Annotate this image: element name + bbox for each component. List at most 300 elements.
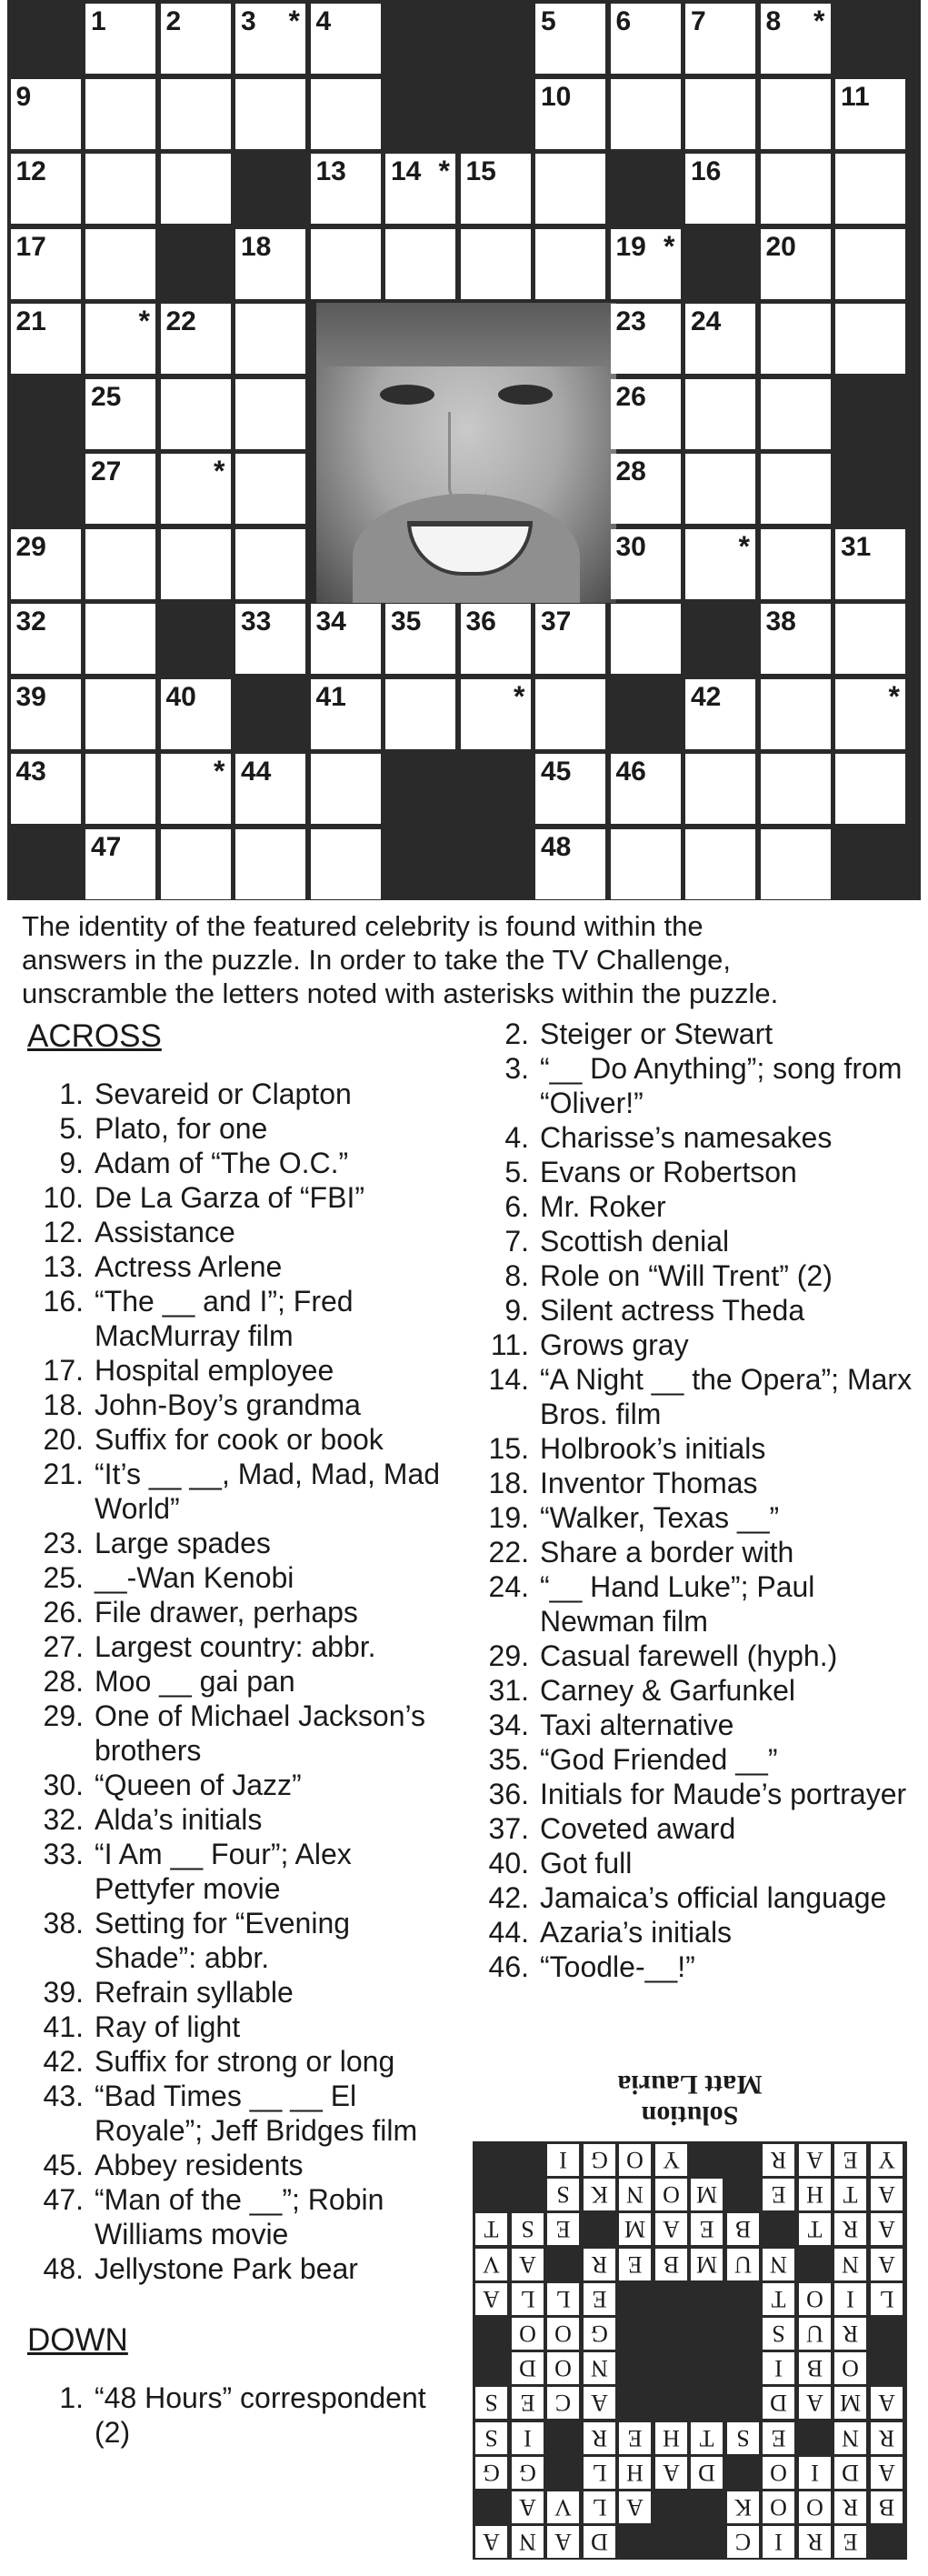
solution-cell: O xyxy=(763,2457,794,2489)
grid-cell xyxy=(461,229,531,299)
solution-cell: D xyxy=(834,2457,866,2489)
solution-cell: S xyxy=(547,2179,579,2210)
clue-text: Carney & Garfunkel xyxy=(540,1674,796,1707)
solution-cell: G xyxy=(475,2457,507,2489)
grid-cell xyxy=(161,79,231,149)
clue-item xyxy=(27,2251,454,2286)
solution-cell: A xyxy=(547,2526,579,2558)
solution-cell: E xyxy=(691,2213,723,2245)
clue-item xyxy=(27,2010,454,2044)
grid-cell xyxy=(85,679,155,749)
cell-number: 3 xyxy=(241,6,256,36)
grid-cell xyxy=(385,154,455,224)
solution-cell: B xyxy=(727,2213,759,2245)
clue-number: 16. xyxy=(43,1285,84,1318)
solution-cell: Y xyxy=(655,2144,687,2176)
solution-cell: T xyxy=(834,2179,866,2210)
solution-cell: A xyxy=(584,2387,615,2419)
clue-number: 27. xyxy=(43,1630,84,1663)
solution-cell: M xyxy=(691,2179,723,2210)
solution-cell: D xyxy=(691,2457,723,2489)
clue-item xyxy=(473,1293,918,1328)
grid-cell xyxy=(235,379,305,449)
asterisk-marker: * xyxy=(664,229,675,263)
grid-cell xyxy=(85,229,155,299)
grid-cell xyxy=(685,829,755,899)
clue-number: 12. xyxy=(43,1216,84,1248)
clue-item xyxy=(27,1699,454,1768)
solution-cell: N xyxy=(619,2179,651,2210)
clue-item xyxy=(27,1422,454,1457)
solution-cell: C xyxy=(547,2387,579,2419)
cell-number: 14 xyxy=(391,156,422,186)
grid-cell xyxy=(85,604,155,674)
clue-text: Suffix for cook or book xyxy=(95,1423,384,1456)
grid-cell xyxy=(611,754,681,824)
clue-number: 18. xyxy=(488,1467,529,1499)
solution-cell: Y xyxy=(871,2144,903,2176)
grid-cell xyxy=(535,679,605,749)
clue-item xyxy=(27,1768,454,1802)
grid-cell xyxy=(761,529,831,599)
grid-cell xyxy=(611,4,681,74)
clue-text: One of Michael Jackson’s brothers xyxy=(95,1699,426,1767)
grid-cell xyxy=(311,229,381,299)
clue-item xyxy=(473,1224,918,1258)
clue-number: 19. xyxy=(488,1501,529,1534)
clue-text: John-Boy’s grandma xyxy=(95,1388,361,1421)
clue-text: Steiger or Stewart xyxy=(540,1017,773,1050)
clue-number: 7. xyxy=(504,1225,529,1258)
cell-number: 32 xyxy=(15,606,46,636)
instructions-line: unscramble the letters noted with asterisks within the puzzle. xyxy=(22,977,779,1009)
solution-cell: I xyxy=(834,2283,866,2315)
cell-number: 47 xyxy=(91,831,122,862)
grid-cell xyxy=(85,454,155,524)
cell-number: 39 xyxy=(15,681,46,712)
clue-item xyxy=(473,1017,918,1051)
grid-cell xyxy=(235,4,305,74)
solution-cell: A xyxy=(871,2213,903,2245)
grid-cell xyxy=(11,529,81,599)
cell-number: 43 xyxy=(15,757,46,787)
solution-cell: S xyxy=(475,2387,507,2419)
asterisk-marker: * xyxy=(738,529,750,563)
down-clue-list-start xyxy=(27,2381,454,2450)
clue-number: 9. xyxy=(59,1147,84,1179)
solution-cell: G xyxy=(584,2144,615,2176)
clue-item xyxy=(473,1708,918,1742)
clue-item xyxy=(27,1595,454,1629)
solution-cell: A xyxy=(475,2526,507,2558)
solution-cell: L xyxy=(512,2283,544,2315)
grid-cell xyxy=(11,79,81,149)
clue-number: 48. xyxy=(43,2252,84,2285)
solution-cell: I xyxy=(547,2144,579,2176)
solution-cell: M xyxy=(691,2249,723,2280)
grid-cell xyxy=(311,679,381,749)
grid-cell xyxy=(685,154,755,224)
solution-title xyxy=(473,2069,907,2130)
clue-item xyxy=(473,1500,918,1535)
grid-cell xyxy=(311,79,381,149)
grid-cell xyxy=(85,379,155,449)
clue-text: “A Night __ the Opera”; Marx Bros. film xyxy=(540,1363,913,1430)
solution-cell: R xyxy=(834,2318,866,2350)
solution-cell: K xyxy=(727,2491,759,2523)
solution-cell: V xyxy=(475,2249,507,2280)
solution-cell: A xyxy=(871,2387,903,2419)
solution-cell: S xyxy=(727,2422,759,2454)
clue-text: Adam of “The O.C.” xyxy=(95,1147,349,1179)
solution-cell: I xyxy=(512,2422,544,2454)
solution-cell: O xyxy=(834,2352,866,2384)
grid-cell xyxy=(161,154,231,224)
grid-cell xyxy=(311,604,381,674)
solution-cell: R xyxy=(871,2422,903,2454)
solution-cell: K xyxy=(584,2179,615,2210)
clue-number: 24. xyxy=(488,1570,529,1603)
clue-number: 47. xyxy=(43,2183,84,2216)
clue-text: “I Am __ Four”; Alex Pettyfer movie xyxy=(95,1838,352,1905)
clue-number: 4. xyxy=(504,1121,529,1154)
clue-number: 42. xyxy=(43,2045,84,2078)
down-heading: DOWN xyxy=(27,2322,128,2358)
clue-item xyxy=(27,2381,454,2450)
clue-text: Jamaica’s official language xyxy=(540,1881,887,1914)
solution-box xyxy=(473,2069,907,2560)
grid-cell xyxy=(461,154,531,224)
clue-text: Share a border with xyxy=(540,1536,794,1569)
grid-cell xyxy=(835,529,905,599)
clue-number: 21. xyxy=(43,1458,84,1490)
clue-item xyxy=(27,1111,454,1146)
solution-cell: R xyxy=(584,2249,615,2280)
cell-number: 28 xyxy=(615,456,646,486)
clue-item xyxy=(473,1258,918,1293)
clue-item xyxy=(27,1215,454,1249)
grid-cell xyxy=(311,829,381,899)
solution-cell: S xyxy=(475,2422,507,2454)
clue-text: Actress Arlene xyxy=(95,1250,283,1283)
solution-cell: L xyxy=(547,2283,579,2315)
cell-number: 4 xyxy=(315,6,332,36)
grid-cell xyxy=(685,79,755,149)
grid-cell xyxy=(461,604,531,674)
puzzle-instructions xyxy=(22,909,908,1010)
solution-cell: E xyxy=(619,2422,651,2454)
clue-item xyxy=(473,1569,918,1639)
grid-cell xyxy=(235,754,305,824)
clue-item xyxy=(27,1629,454,1664)
clue-number: 42. xyxy=(488,1881,529,1914)
clue-number: 38. xyxy=(43,1907,84,1940)
solution-cell: A xyxy=(512,2249,544,2280)
clue-number: 25. xyxy=(43,1561,84,1594)
clue-text: Initials for Maude’s portrayer xyxy=(540,1778,907,1810)
cell-number: 18 xyxy=(241,231,272,262)
clue-text: Inventor Thomas xyxy=(540,1467,758,1499)
clue-item xyxy=(27,1284,454,1353)
cell-number: 11 xyxy=(841,81,870,112)
clue-text: Suffix for strong or long xyxy=(95,2045,395,2078)
solution-celebrity-name: Matt Lauria xyxy=(617,2070,763,2100)
solution-cell: B xyxy=(871,2491,903,2523)
clue-number: 15. xyxy=(488,1432,529,1465)
grid-cell xyxy=(611,529,681,599)
asterisk-marker: * xyxy=(813,5,825,37)
solution-cell: C xyxy=(727,2526,759,2558)
clue-item xyxy=(27,1560,454,1595)
grid-cell xyxy=(461,679,531,749)
solution-cell: O xyxy=(547,2318,579,2350)
cell-number: 45 xyxy=(541,757,572,787)
clue-text: Evans or Robertson xyxy=(540,1156,797,1188)
clue-item xyxy=(27,2044,454,2079)
cell-number: 33 xyxy=(241,606,272,636)
grid-cell xyxy=(685,4,755,74)
grid-cell xyxy=(161,454,231,524)
crossword-grid xyxy=(7,0,921,900)
clue-item xyxy=(27,2079,454,2148)
clue-text: Got full xyxy=(540,1847,633,1879)
grid-cell xyxy=(161,679,231,749)
solution-cell: H xyxy=(655,2422,687,2454)
clue-text: “__ Do Anything”; song from “Oliver!” xyxy=(540,1052,903,1119)
clue-item xyxy=(27,1353,454,1388)
solution-cell: O xyxy=(763,2491,794,2523)
clue-number: 10. xyxy=(43,1181,84,1214)
grid-cell xyxy=(311,154,381,224)
cell-number: 21 xyxy=(15,306,46,336)
across-column xyxy=(27,1018,454,2450)
cell-number: 2 xyxy=(165,6,182,36)
clue-item xyxy=(473,1811,918,1846)
cell-number: 34 xyxy=(315,606,346,636)
solution-cell: R xyxy=(763,2144,794,2176)
cell-number: 6 xyxy=(615,6,632,36)
cell-number: 16 xyxy=(691,156,722,186)
clue-item xyxy=(27,1664,454,1699)
solution-cell: I xyxy=(763,2526,794,2558)
cell-number: 41 xyxy=(315,681,346,712)
grid-cell xyxy=(235,529,305,599)
clue-number: 35. xyxy=(488,1743,529,1776)
celebrity-photo xyxy=(316,303,616,603)
grid-cell xyxy=(761,754,831,824)
solution-cell: S xyxy=(512,2213,544,2245)
solution-cell: U xyxy=(727,2249,759,2280)
cell-number: 37 xyxy=(541,606,572,636)
solution-cell: O xyxy=(619,2144,651,2176)
clue-number: 26. xyxy=(43,1596,84,1629)
grid-cell xyxy=(611,79,681,149)
instructions-line: answers in the puzzle. In order to take the TV Challenge, xyxy=(22,944,732,976)
grid-cell xyxy=(161,379,231,449)
grid-cell xyxy=(685,379,755,449)
clue-number: 3. xyxy=(504,1052,529,1085)
cell-number: 23 xyxy=(615,306,646,336)
clue-number: 29. xyxy=(488,1639,529,1672)
clue-text: Abbey residents xyxy=(95,2149,304,2181)
clue-text: “God Friended __” xyxy=(540,1743,778,1776)
clue-item xyxy=(27,1249,454,1284)
clue-number: 40. xyxy=(488,1847,529,1879)
cell-number: 44 xyxy=(241,757,272,787)
solution-cell: B xyxy=(799,2352,831,2384)
clue-text: Sevareid or Clapton xyxy=(95,1078,352,1110)
clue-text: Coveted award xyxy=(540,1812,736,1845)
solution-cell: R xyxy=(834,2213,866,2245)
grid-cell xyxy=(611,304,681,374)
clue-text: Plato, for one xyxy=(95,1112,268,1145)
across-clue-list xyxy=(27,1077,454,2286)
clue-number: 14. xyxy=(488,1363,529,1396)
clue-text: Scottish denial xyxy=(540,1225,730,1258)
solution-cell: A xyxy=(871,2179,903,2210)
grid-cell xyxy=(835,304,905,374)
solution-cell: L xyxy=(584,2457,615,2489)
clue-text: Grows gray xyxy=(540,1328,689,1361)
clue-text: “Walker, Texas __” xyxy=(540,1501,780,1534)
clue-item xyxy=(473,1431,918,1466)
clue-number: 23. xyxy=(43,1527,84,1559)
solution-cell: E xyxy=(763,2422,794,2454)
solution-cell: O xyxy=(547,2352,579,2384)
clue-text: Moo __ gai pan xyxy=(95,1665,295,1698)
grid-cell xyxy=(761,454,831,524)
grid-cell xyxy=(385,679,455,749)
solution-cell: R xyxy=(584,2422,615,2454)
grid-cell xyxy=(535,229,605,299)
grid-cell xyxy=(761,4,831,74)
solution-cell: M xyxy=(834,2387,866,2419)
clue-item xyxy=(27,1180,454,1215)
clue-item xyxy=(27,1388,454,1422)
grid-cell xyxy=(835,154,905,224)
grid-cell xyxy=(835,604,905,674)
clue-item xyxy=(473,1742,918,1777)
cell-number: 26 xyxy=(615,381,646,412)
clue-number: 31. xyxy=(488,1674,529,1707)
grid-cell xyxy=(85,304,155,374)
grid-cell xyxy=(685,529,755,599)
cell-number: 20 xyxy=(765,231,796,262)
solution-cell: A xyxy=(475,2283,507,2315)
clue-text: “Bad Times __ __ El Royale”; Jeff Bridges film xyxy=(95,2080,418,2147)
solution-cell: A xyxy=(799,2144,831,2176)
clue-number: 9. xyxy=(504,1294,529,1327)
grid-cell xyxy=(85,529,155,599)
grid-cell xyxy=(311,754,381,824)
solution-cell: A xyxy=(619,2491,651,2523)
solution-cell: O xyxy=(799,2283,831,2315)
clue-item xyxy=(473,1155,918,1189)
solution-cell: V xyxy=(547,2491,579,2523)
solution-cell: D xyxy=(512,2352,544,2384)
down-clue-list xyxy=(473,1017,918,1984)
grid-cell xyxy=(235,829,305,899)
grid-cell xyxy=(611,454,681,524)
asterisk-marker: * xyxy=(888,679,900,713)
grid-cell xyxy=(161,4,231,74)
grid-cell xyxy=(835,229,905,299)
solution-cell: U xyxy=(799,2318,831,2350)
clue-text: “Queen of Jazz” xyxy=(95,1769,302,1801)
grid-cell xyxy=(761,604,831,674)
grid-cell xyxy=(685,454,755,524)
solution-cell: H xyxy=(619,2457,651,2489)
clue-text: “48 Hours” correspondent (2) xyxy=(95,2381,426,2449)
cell-number: 29 xyxy=(15,531,46,562)
solution-cell: O xyxy=(512,2318,544,2350)
solution-cell: N xyxy=(584,2352,615,2384)
cell-number: 15 xyxy=(465,156,496,186)
clue-number: 36. xyxy=(488,1778,529,1810)
cell-number: 35 xyxy=(391,606,422,636)
solution-cell: E xyxy=(512,2387,544,2419)
clue-number: 28. xyxy=(43,1665,84,1698)
grid-cell xyxy=(535,4,605,74)
asterisk-marker: * xyxy=(214,455,225,487)
grid-cell xyxy=(685,679,755,749)
grid-cell xyxy=(385,604,455,674)
grid-cell xyxy=(161,754,231,824)
clue-item xyxy=(473,1120,918,1155)
grid-cell xyxy=(385,229,455,299)
cell-number: 17 xyxy=(15,231,46,262)
clue-number: 34. xyxy=(488,1709,529,1741)
asterisk-marker: * xyxy=(288,5,300,37)
solution-cell: N xyxy=(834,2249,866,2280)
clue-text: “__ Hand Luke”; Paul Newman film xyxy=(540,1570,815,1638)
clue-item xyxy=(473,1673,918,1708)
clue-text: Role on “Will Trent” (2) xyxy=(540,1259,833,1292)
cell-number: 48 xyxy=(541,831,572,862)
grid-cell xyxy=(11,154,81,224)
clue-item xyxy=(27,2182,454,2251)
grid-cell xyxy=(85,154,155,224)
solution-cell: I xyxy=(763,2352,794,2384)
clue-text: Holbrook’s initials xyxy=(540,1432,766,1465)
cell-number: 38 xyxy=(765,606,796,636)
solution-heading: Solution xyxy=(641,2100,739,2130)
solution-cell: N xyxy=(834,2422,866,2454)
solution-cell: L xyxy=(871,2283,903,2315)
grid-cell xyxy=(611,229,681,299)
clue-text: Silent actress Theda xyxy=(540,1294,805,1327)
cell-number: 27 xyxy=(91,456,122,486)
solution-cell: E xyxy=(547,2213,579,2245)
solution-cell: B xyxy=(655,2249,687,2280)
clue-number: 39. xyxy=(43,1976,84,2009)
clue-item xyxy=(27,1526,454,1560)
clue-number: 41. xyxy=(43,2010,84,2043)
clue-text: Charisse’s namesakes xyxy=(540,1121,833,1154)
grid-cell xyxy=(161,529,231,599)
grid-cell xyxy=(235,604,305,674)
grid-cell xyxy=(85,4,155,74)
grid-cell xyxy=(761,229,831,299)
cell-number: 7 xyxy=(691,6,706,36)
across-heading: ACROSS xyxy=(27,1018,162,1054)
clue-text: “The __ and I”; Fred MacMurray film xyxy=(95,1285,354,1352)
grid-cell xyxy=(11,604,81,674)
grid-cell xyxy=(685,304,755,374)
clue-item xyxy=(473,1950,918,1984)
clue-number: 32. xyxy=(43,1803,84,1836)
solution-cell: H xyxy=(799,2179,831,2210)
